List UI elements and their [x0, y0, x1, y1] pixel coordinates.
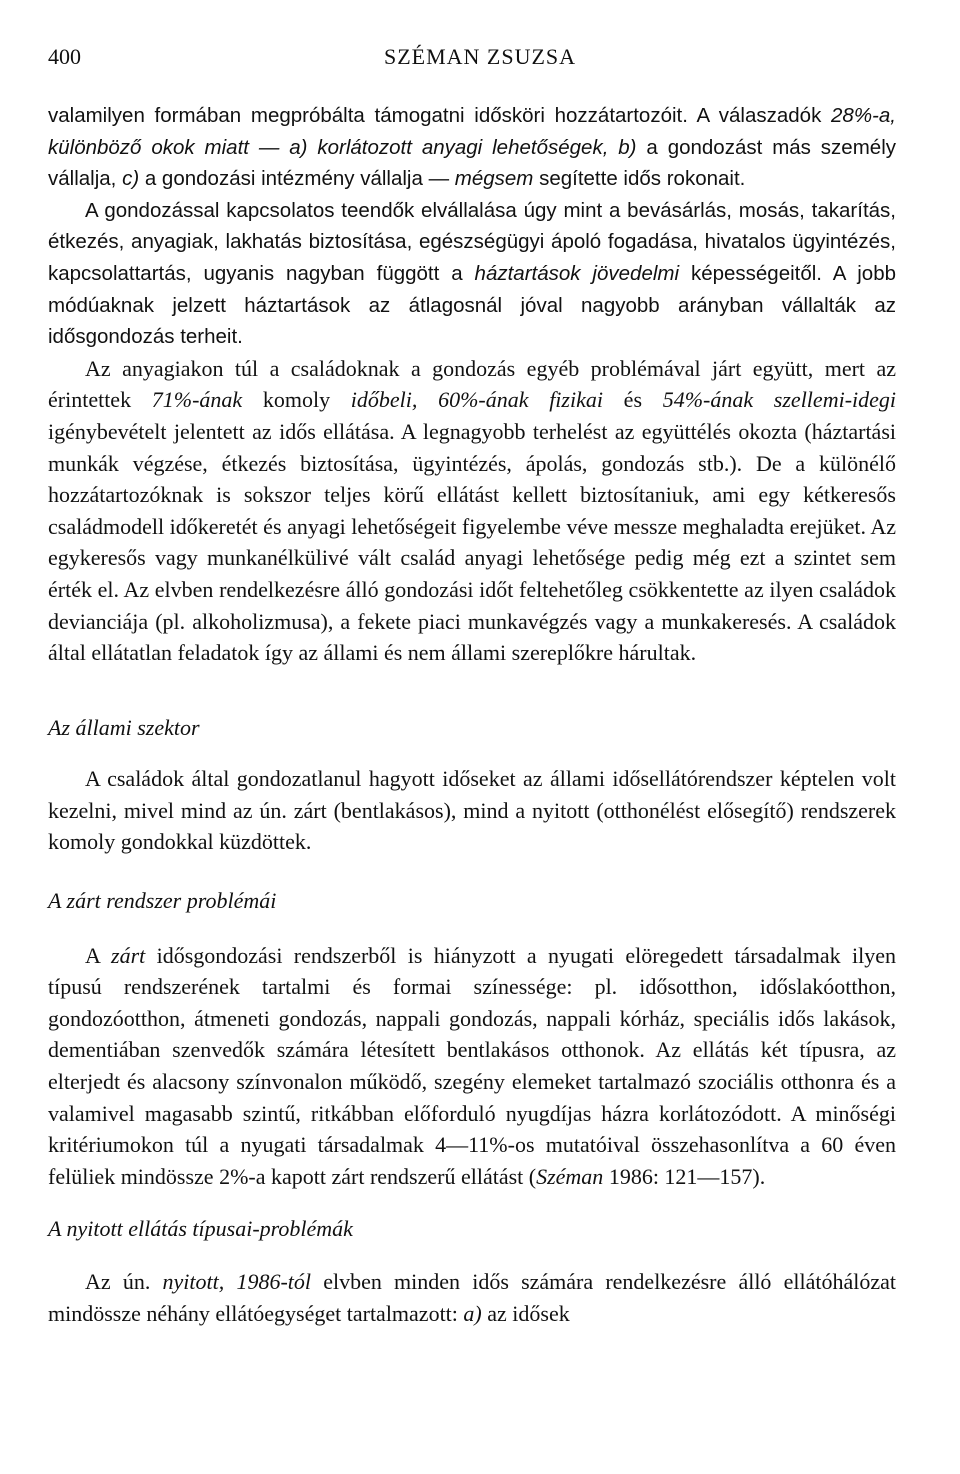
paragraph-state-sector: A családok által gondozatlanul hagyott időseket az állami idősellátórendszer képtelen volt kezelni, mivel mind az ún. zárt (bentlakásos), mind a nyitott (otthonélést elősegítő) rendszerek komoly gondokkal küzdöttek.	[48, 766, 896, 855]
page-number: 400	[48, 44, 81, 69]
paragraph-open-care: Az ún. nyitott, 1986-tól elvben minden idős számára rendelkezésre álló ellátóhálózat mindössze néhány ellátóegységet tartalmazott: a) az idősek	[48, 1269, 897, 1326]
paragraph-burden: Az anyagiakon túl a családoknak a gondozás egyéb problémával járt együtt, mert az érintettek 71%-ának komoly időbeli, 60%-ának fizikai és 54%-ának szellemi-idegi igénybevételt jelentett az idős ellátása. A legnagyobb terhelést az együttélés okozta (háztartási munkák végzése, étkezés biztosítása, ügyintézés, ápolás, gondozás stb.). De a különélő hozzátartozóknak is sokszor teljes körű ellátást kellett biztosítaniuk, ami egy kétkeresős családmodell időkeretét és anyagi lehetőségeit figyelembe véve messze meghaladta erejüket. Az egykeresős vagy munkanélkülivé vált család anyagi lehetősége pedig még ezt a szintet sem érték el. Az elvben rendelkezésre álló gondozási időt feltehetőleg csökkentette az ilyen családok devianciája (pl. alkoholizmusa), a fekete piaci munkavégzés vagy a munkakeresés. A családok által ellátatlan feladatok így az állami és nem állami szereplőkre hárultak.	[48, 355, 897, 666]
section-heading-open-care: A nyitott ellátás típusai-problémák	[48, 1216, 353, 1242]
paragraph-care-tasks: A gondozással kapcsolatos teendők elvállalása úgy mint a bevásárlás, mosás, takarítás, étkezés, anyagiak, lakhatás biztosítása, egészségügyi ápoló fogadása, hivatalos ügyintézés, kapcsolattartás, ugyanis nagyban függött a háztartások jövedelmi képességeitől. A jobb módúaknak jelzett háztartások az átlagosnál jóval nagyobb arányban vállalták az idősgondozás terheit.	[48, 198, 896, 349]
page-body	[48, 100, 896, 1329]
paragraph-closed-system: A zárt idősgondozási rendszerből is hiányzott a nyugati elöregedett társadalmak ilyen típusú rendszerének tartalmi és formai színessége: pl. idősotthon, időslakóotthon, gondozóotthon, átmeneti gondozás, nappali gondozás, nappali kórház, speciális idős lakások, dementiában szenvedők számára létesített bentlakásos otthonok. Az ellátás két típusra, az elterjedt és alacsony színvonalon működő, szegény elemeket tartalmazó szociális otthonra és a valamivel magasabb szintű, ritkábban előforduló nyugdíjas házra korlátozódott. A minőségi kritériumokon túl a nyugati társadalmak 4—11%-os mutatóival összehasonlítva a 60 éven felüliek mindössze 2%-a kapott zárt rendszerű ellátást (Széman 1986: 121—157).	[48, 942, 896, 1189]
running-title: SZÉMAN ZSUZSA	[383, 44, 577, 69]
paragraph-continuation: valamilyen formában megpróbálta támogatni idősköri hozzátartozóit. A válaszadók 28%-a, különböző okok miatt — a) korlátozott anyagi lehetőségek, b) a gondozást más személy vállalja, c) a gondozási intézmény vállalja — mégsem segítette idős rokonait.	[48, 104, 896, 191]
section-heading-state-sector: Az állami szektor	[48, 714, 200, 740]
section-heading-closed-system: A zárt rendszer problémái	[48, 888, 277, 914]
